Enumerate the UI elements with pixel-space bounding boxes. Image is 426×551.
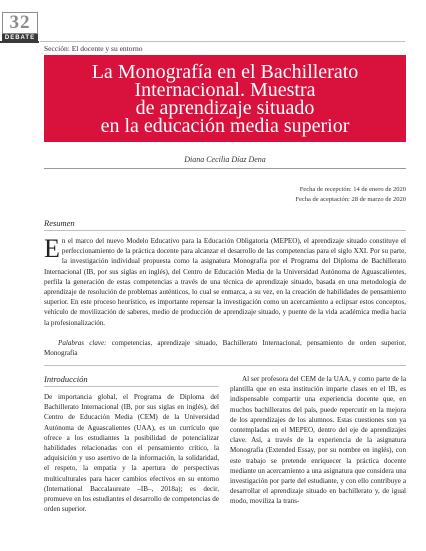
title-line: Internacional. Muestra	[134, 79, 316, 101]
abstract-text	[44, 236, 406, 328]
abstract-heading: Resumen	[44, 218, 75, 228]
journal-logo	[2, 12, 38, 42]
introduction-right-column: Al ser profesora del CEM de la UAA, y como parte de la plantilla que en esta institución imparte clases en el IB, es indispensable compartir una experiencia docente que, en muchos bachilleratos del país, puede repercutir en la mejora de los aprendizajes de los alumnos. Estas cuestiones son ya contempladas en el MEPEO, dentro del eje de aprendizajes clave. Así, a través de la experiencia de la asignatura Monografía (Extended Essay, por su nombre en inglés), con este trabajo se pretende enriquecer la práctica docente mediante un acercamiento a una asignatura que considera una investigación por parte del estudiante, y con ello contribuye a desarrollar el aprendizaje situado en bachillerato y, de igual modo, moviliza la trans-	[230, 375, 406, 506]
abstract-body: n el marco del nuevo Modelo Educativo para la Educación Obligatoria (MEPEO), el aprendizaje situado constituye el perfeccionamiento de la práctica docente para alcanzar el desarrollo de las competencias para el siglo XXI. Por su parte, la investigación individual propuesta como la asignatura Monografía por el Programa del Diploma de Bachillerato Internacional (IB, por sus siglas en inglés), del Centro de Educación Media de la Universidad Autónoma de Aguascalientes, perfila la generación de estas competencias a través de una técnica de aprendizaje situado, basada en una metodología de aprendizaje de resolución de problemas auténticos, lo cual se enmarca, a su vez, en la creación de habilidades de pensamiento superior. En este proceso heurístico, es importante repensar la investigación como un acercamiento a eclipsar estos conceptos, vehículo de movilización de saberes, medio de producción de aprendizaje situado, y puente de la vida académica media hacia la profesionalización.	[44, 237, 406, 327]
author-name: Diana Cecilia Díaz Dena	[184, 155, 266, 164]
received-date: Fecha de recepción: 14 de enero de 2020	[299, 186, 406, 193]
abstract-rule	[44, 230, 406, 231]
section-tag: Sección: El docente y su entorno	[44, 44, 143, 53]
header-left-bar	[0, 41, 39, 43]
logo-brand: DEBATE	[2, 34, 38, 42]
title-line: La Monografía en el Bachillerato	[91, 61, 359, 83]
keywords-list: competencias, aprendizaje situado, Bachillerato Internacional, pensamiento de orden superior, Monografía	[44, 339, 406, 358]
introduction-rule	[44, 386, 219, 387]
dates-block	[295, 185, 406, 205]
keywords	[44, 338, 406, 358]
keywords-label: Palabras clave:	[58, 339, 107, 347]
accepted-date: Fecha de aceptación: 28 de marzo de 2020	[295, 196, 406, 203]
article-title	[44, 63, 406, 135]
keywords-rule	[44, 365, 406, 366]
title-banner	[44, 55, 406, 142]
header-rule	[40, 41, 405, 42]
drop-cap: E	[44, 234, 60, 263]
title-line: en la educación media superior	[100, 115, 350, 137]
introduction-left-column: De importancia global, el Programa de Diploma del Bachillerato Internacional (IB, por sus siglas en inglés), del Centro de Educación Media (CEM) de la Universidad Autónoma de Aguascalientes (UAA), es un currículo que ofrece a los estudiantes la posibilidad de potencializar habilidades relacionadas con el pensamiento crítico, la adquisición y uso asertivo de la información, la solidaridad, el respeto, la empatía y la apertura de perspectivas multiculturales para hacer cambios efectivos en su entorno (International Baccalaureate –IB–, 2018a); es decir, promueve en los estudiantes el desarrollo de competencias de orden superior.	[44, 393, 219, 514]
introduction-heading: Introducción	[44, 374, 88, 384]
logo-number: 32	[2, 12, 38, 34]
author-rule	[44, 168, 406, 169]
title-line: de aprendizaje situado	[135, 97, 315, 119]
